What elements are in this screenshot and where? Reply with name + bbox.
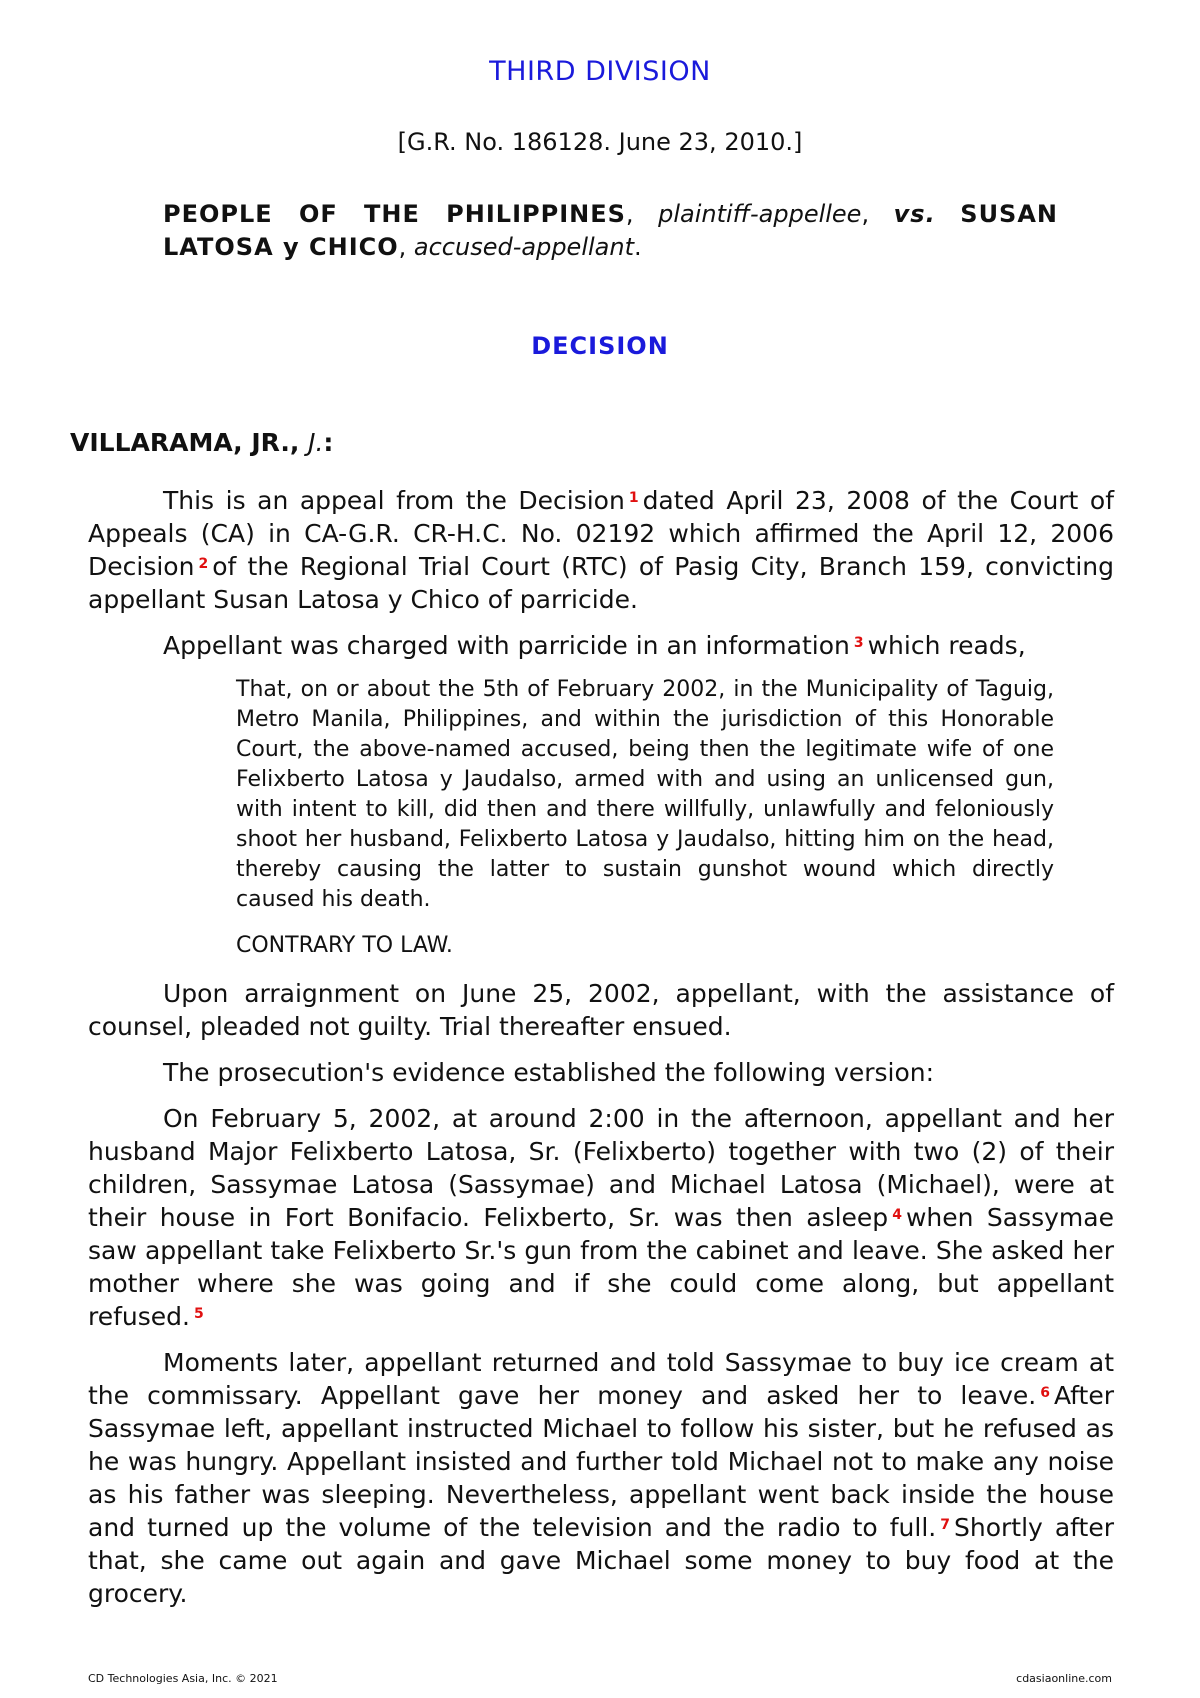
paragraph-text: This is an appeal from the Decision [163,486,625,515]
footnote-link-6[interactable]: 6 [1040,1385,1050,1401]
paragraph-5 [88,1102,1114,1333]
footnote-link-4[interactable]: 4 [892,1207,902,1223]
paragraph-text: Shortly after that, she came out again and gave Michael some money to buy food at the grocery. [88,1513,1115,1608]
accused-name: SUSAN LATOSA y CHICO [163,200,1058,261]
decision-body [88,484,1114,1623]
division-heading: THIRD DIVISION [489,56,711,87]
paragraph-6 [88,1346,1114,1610]
paragraph-text: of the Regional Trial Court (RTC) of Pasig City, Branch 159, convicting appellant Susan Latosa y Chico of parricide. [88,552,1114,614]
footnote-link-1[interactable]: 1 [628,490,639,506]
paragraph-text: when Sassymae saw appellant take Felixberto Sr.'s gun from the cabinet and leave. She asked her mother where she was going and if she could come along, but appellant refused. [88,1203,1114,1331]
plaintiff-name: PEOPLE OF THE PHILIPPINES [163,200,626,228]
paragraph-1 [88,484,1114,616]
ponente-title: J. [308,428,324,457]
paragraph-text: which reads, [867,631,1026,660]
decision-title: DECISION [531,332,669,360]
quote-paragraph: That, on or about the 5th of February 2002, in the Municipality of Taguig, Metro Manila, Philippines, and within the jurisdiction of this Honorable Court, the above-named accused, being then the legitimate wife of one Felixberto Latosa y Jaudalso, armed with and using an unlicensed gun, with intent to kill, did then and there willfully, unlawfully and feloniously shoot her husband, Felixberto Latosa y Jaudalso, hitting him on the head, thereby causing the latter to sustain gunshot wound which directly caused his death. [236,677,1054,912]
versus-label: vs. [893,200,936,228]
paragraph-4: The prosecution's evidence established the following version: [163,1058,935,1087]
footer-site-link[interactable]: cdasiaonline.com [1016,1672,1112,1685]
footnote-link-3[interactable]: 3 [853,635,864,651]
accused-role: accused-appellant [413,233,634,261]
information-quote [236,675,1054,961]
footer-copyright: CD Technologies Asia, Inc. © 2021 [88,1672,278,1685]
case-parties: PEOPLE OF THE PHILIPPINES, plaintiff-appellee, vs. SUSAN LATOSA y CHICO, accused-appellant. [163,200,1058,261]
paragraph-text: dated April 23, 2008 of the Court of Appeals (CA) in CA-G.R. CR-H.C. No. 02192 which affirmed the April 12, 2006 Decision [88,486,1114,581]
footnote-link-2[interactable]: 2 [198,556,209,572]
paragraph-text: Moments later, appellant returned and told Sassymae to buy ice cream at the commissary. Appellant gave her money and asked her to leave. [88,1348,1114,1410]
paragraph-text: Appellant was charged with parricide in an information [163,631,850,660]
footnote-link-7[interactable]: 7 [940,1517,950,1533]
case-number: [G.R. No. 186128. June 23, 2010.] [397,128,803,156]
plaintiff-role: plaintiff-appellee [658,200,862,228]
ponente: VILLARAMA, JR., J.: [70,428,334,457]
footnote-link-5[interactable]: 5 [193,1306,204,1322]
paragraph-2 [88,629,1114,662]
paragraph-3: Upon arraignment on June 25, 2002, appellant, with the assistance of counsel, pleaded not guilty. Trial thereafter ensued. [88,979,1114,1041]
ponente-name: VILLARAMA, JR., [70,428,300,457]
paragraph-text: On February 5, 2002, at around 2:00 in the afternoon, appellant and her husband Major Felixberto Latosa, Sr. (Felixberto) together with two (2) of their children, Sassymae Latosa (Sassymae) and Michael Latosa (Michael), were at their house in Fort Bonifacio. Felixberto, Sr. was then asleep [88,1104,1114,1232]
quote-closing: CONTRARY TO LAW. [236,933,453,958]
paragraph-text: After Sassymae left, appellant instructed Michael to follow his sister, but he refused as he was hungry. Appellant insisted and further told Michael not to make any noise as his father was sleeping. Nevertheless, appellant went back inside the house and turned up the volume of the television and the radio to full. [88,1381,1114,1542]
